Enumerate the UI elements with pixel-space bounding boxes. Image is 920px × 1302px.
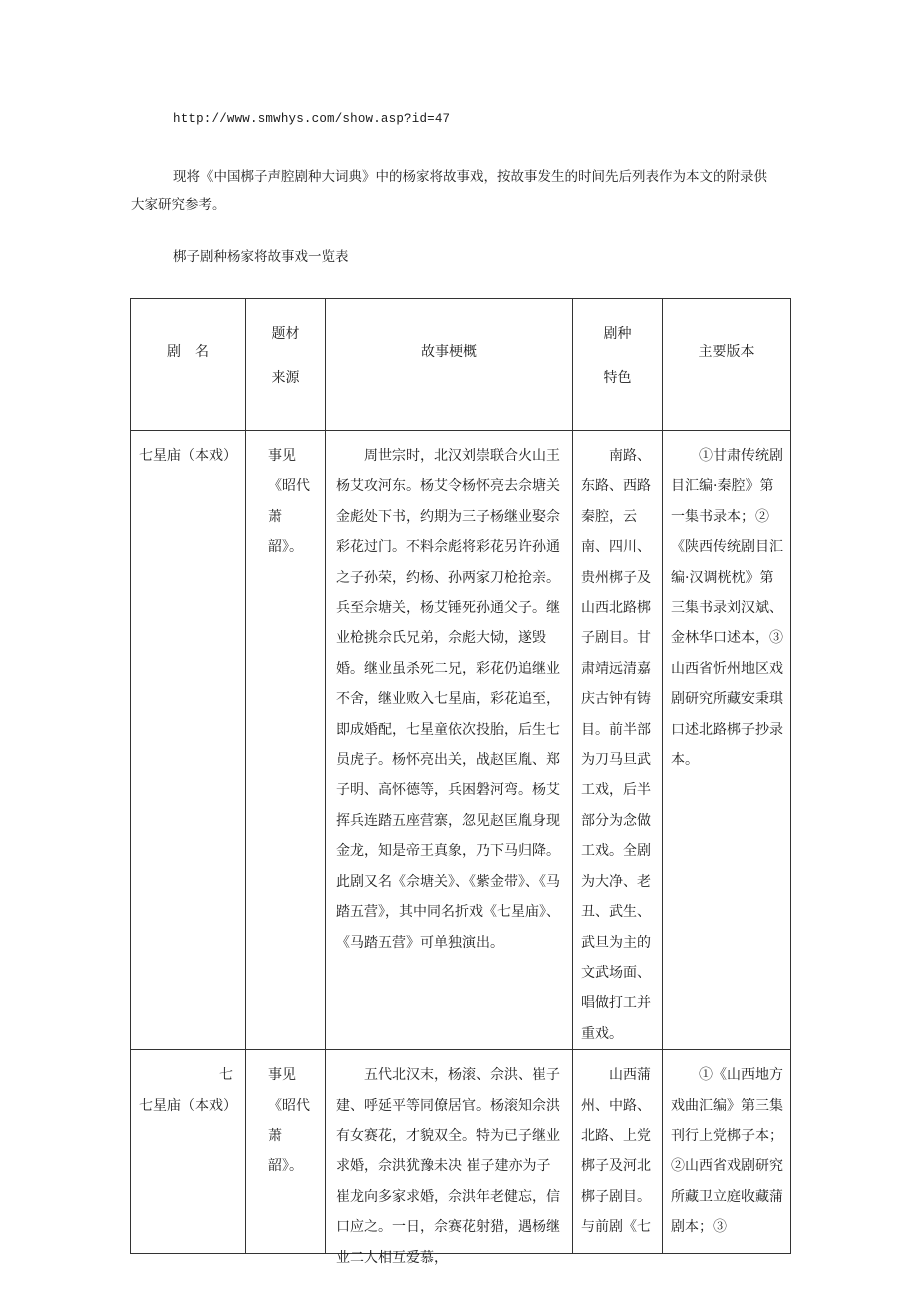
cell-name-text: 七星庙（本戏） bbox=[139, 1097, 237, 1114]
table-header-row bbox=[131, 299, 791, 431]
table-row bbox=[131, 431, 791, 1050]
intro-line-1: 现将《中国梆子声腔剧种大词典》中的杨家将故事戏，按故事发生的时间先后列表作为本文的附录供 bbox=[173, 169, 767, 185]
cell-feature-text: 南路、东路、西路秦腔，云南、四川、贵州梆子及山西北路梆子剧目。甘肃靖远清嘉庆古钟有铸目。前半部为刀马旦武工戏，后半部分为念做工戏。全剧为大净、老丑、武生、武旦为主的文武场面、唱做打工并重戏。 bbox=[581, 448, 651, 1042]
cell-name bbox=[131, 1050, 246, 1254]
source-url[interactable]: http://www.smwhys.com/show.asp?id=47 bbox=[173, 112, 451, 126]
header-feature-bottom: 特色 bbox=[603, 370, 632, 386]
header-source-bottom: 来源 bbox=[271, 370, 300, 386]
cell-feature-text: 山西蒲州、中路、北路、上党梆子及河北梆子剧目。与前剧《七 bbox=[581, 1067, 651, 1236]
header-version: 主要版本 bbox=[663, 299, 791, 431]
cell-version bbox=[663, 1050, 791, 1254]
cell-feature bbox=[573, 431, 663, 1050]
cell-name-prefix: 七 bbox=[219, 1067, 233, 1084]
intro-line-2: 大家研究参考。 bbox=[131, 197, 226, 213]
header-feature bbox=[573, 299, 663, 431]
cell-feature bbox=[573, 1050, 663, 1254]
cell-story-text: 周世宗时，北汉刘崇联合火山王杨艾攻河东。杨艾令杨怀亮去佘塘关金彪处下书，约期为三子杨继业娶佘彩花过门。不料佘彪将彩花另许孙通之子孙荣，约杨、孙两家刀枪抢亲。兵至佘塘关，杨艾锤死孙通父子。继业枪挑佘氏兄弟，佘彪大恸，遂毁婚。继业虽杀死二兄，彩花仍追继业不舍，继业败入七星庙，彩花追至，即成婚配，七星童依次投胎，后生七员虎子。杨怀亮出关，战赵匡胤、郑子明、高怀德等，兵困磐河弯。杨艾挥兵连踏五座营寨，忽见赵匡胤身现金龙，知是帝王真象，乃下马归降。此剧又名《佘塘关》、《紫金带》、《马踏五营》，其中同名折戏《七星庙》、《马踏五营》可单独演出。 bbox=[336, 448, 560, 951]
header-source-top: 题材 bbox=[271, 326, 300, 342]
header-feature-top: 剧种 bbox=[603, 326, 632, 342]
plays-table bbox=[130, 298, 791, 1266]
cell-story bbox=[326, 431, 573, 1050]
cell-name: 七星庙（本戏） bbox=[131, 431, 246, 1050]
cell-source-text: 事见《昭代萧韶》。 bbox=[268, 1067, 310, 1175]
cell-version bbox=[663, 431, 791, 1050]
table-row bbox=[131, 1050, 791, 1254]
cell-version-text: ①《山西地方戏曲汇编》第三集刊行上党梆子本；②山西省戏剧研究所藏卫立庭收藏蒲剧本；③ bbox=[671, 1067, 783, 1236]
header-story: 故事梗概 bbox=[326, 299, 573, 431]
cell-story bbox=[326, 1050, 573, 1266]
intro-paragraph bbox=[131, 163, 793, 219]
cell-version-text: ①甘肃传统剧目汇编·秦腔》第一集书录本；②《陕西传统剧目汇编·汉调桄枕》第三集书录刘汉斌、金林华口述本，③山西省忻州地区戏剧研究所藏安秉琪口述北路梆子抄录本。 bbox=[671, 448, 783, 769]
header-name: 剧 名 bbox=[131, 299, 246, 431]
header-source bbox=[246, 299, 326, 431]
cell-source: 事见《昭代萧韶》。 bbox=[246, 431, 326, 1050]
cell-source bbox=[246, 1050, 326, 1254]
table-caption: 梆子剧种杨家将故事戏一览表 bbox=[173, 249, 349, 265]
cell-story-text: 五代北汉末，杨滚、佘洪、崔子建、呼延平等同僚居官。杨滚知佘洪有女赛花，才貌双全。特为已子继业求婚，佘洪犹豫未决 崔子建亦为子崔龙向多家求婚，佘洪年老健忘，信口应之。一日，佘赛花射猎，遇杨继业二人相互爱慕， bbox=[336, 1067, 560, 1266]
